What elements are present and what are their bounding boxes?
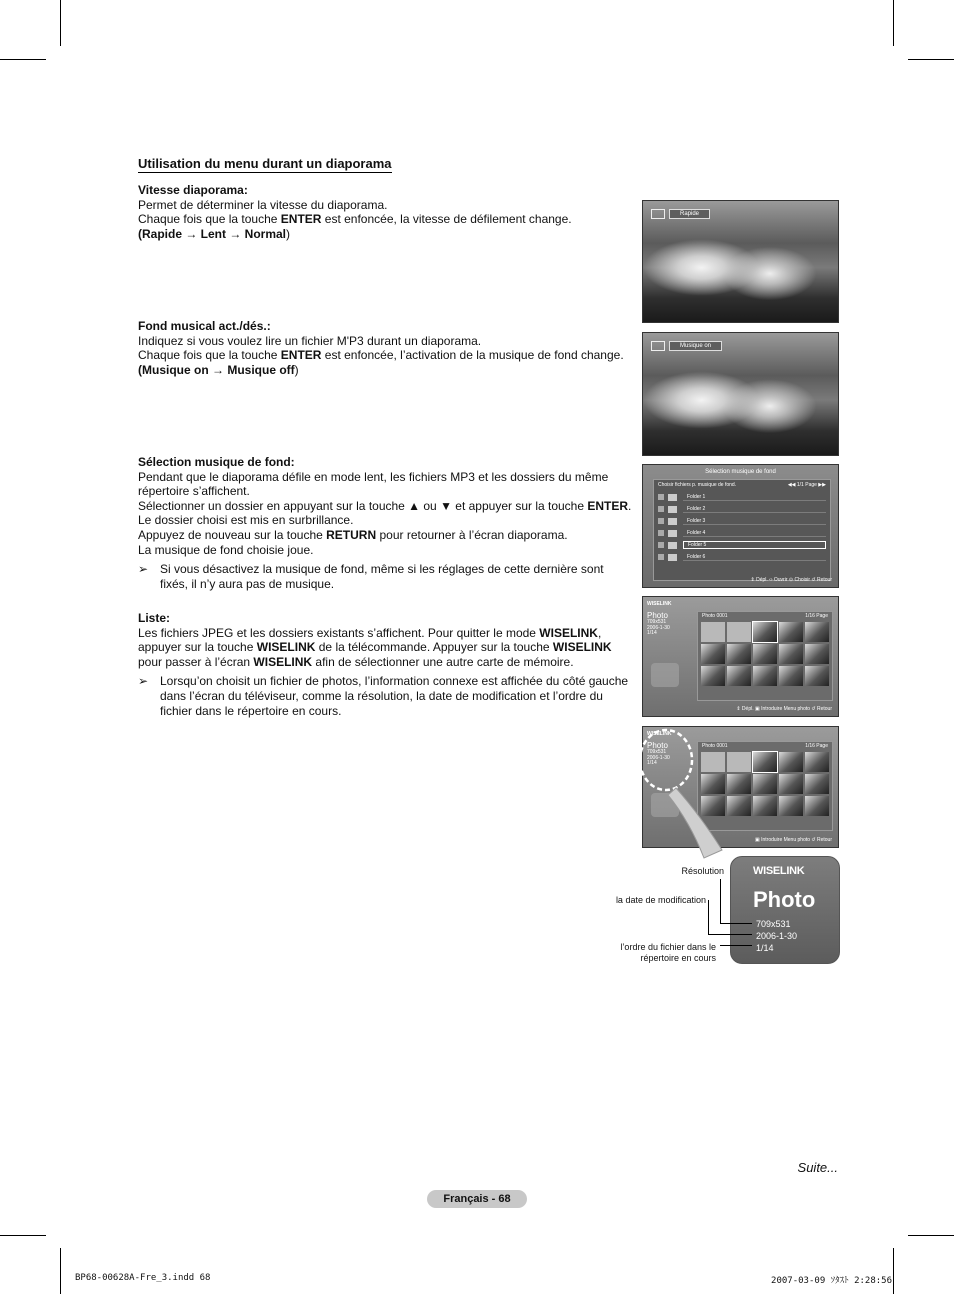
crop-mark	[60, 0, 61, 46]
text: afin de sélectionner une autre carte de mémoire.	[312, 654, 574, 669]
wiselink-logo: WISELINK	[647, 731, 672, 737]
key-enter: ENTER	[587, 498, 629, 513]
options: (Rapide → Lent → Normal	[138, 226, 287, 241]
leader-line	[708, 900, 709, 934]
checkbox-icon	[658, 518, 664, 524]
note-text: Si vous désactivez la musique de fond, même si les réglages de cette dernière sont fixés, il n’y aura pas de musique.	[160, 562, 604, 591]
callout-order-line2: répertoire en cours	[640, 953, 716, 963]
zoom-date: 2006-1-30	[756, 931, 798, 941]
photo-thumbnail[interactable]	[727, 644, 751, 664]
fond-line1: Indiquez si vous voulez lire un fichier M'P3 durant un diaporama.	[138, 333, 482, 348]
folder-thumbnail[interactable]	[727, 752, 751, 772]
folder-icon	[668, 530, 677, 537]
resolution: 709x531	[647, 749, 667, 755]
photo-thumbnail[interactable]	[779, 752, 803, 772]
callout-resolution: Résolution	[681, 866, 724, 876]
date: 2006-1-30	[647, 754, 670, 761]
photo-thumbnail[interactable]	[753, 644, 777, 664]
control-bar: ⇕ Dépl. ‹› Ouvrir ⊙ Choisir ↺ Retour	[750, 577, 832, 583]
text: )	[286, 226, 291, 241]
checkbox-icon	[658, 542, 664, 548]
zoom-resolution: 709x531	[756, 919, 791, 929]
folder-row[interactable]	[658, 492, 826, 502]
pane-title: Choisir fichiers p. musique de fond.	[658, 482, 737, 488]
folder-path: Photo 0001	[702, 613, 728, 619]
folder-row[interactable]	[658, 516, 826, 526]
screenshot-wiselink	[642, 596, 839, 717]
liste-label: Liste:	[138, 611, 171, 625]
grid-header	[698, 612, 832, 620]
crop-mark	[908, 59, 954, 60]
folder-row-selected[interactable]	[658, 540, 826, 550]
crop-mark	[893, 0, 894, 46]
folder-thumbnail[interactable]	[701, 752, 725, 772]
selection-label: Sélection musique de fond:	[138, 455, 295, 469]
callout-order	[580, 942, 716, 964]
text: .	[628, 498, 632, 513]
folder-icon	[668, 518, 677, 525]
osd	[651, 208, 710, 220]
key-return: RETURN	[326, 527, 377, 542]
selection-line1: Pendant que le diaporama défile en mode lent, les fichiers MP3 et les dossiers du même répertoire s’affichent.	[138, 469, 609, 499]
photo-thumbnail[interactable]	[753, 796, 777, 816]
text: Sélectionner un dossier en appuyant sur la touche ▲ ou ▼ et appuyer sur la touche	[138, 498, 588, 513]
arrow-icon: ➢	[138, 674, 149, 689]
vitesse-line1: Permet de déterminer la vitesse du diaporama.	[138, 197, 388, 212]
zoom-info-panel	[730, 856, 840, 964]
screenshot-musique-on	[642, 332, 839, 456]
thumbnail-grid	[698, 620, 832, 688]
folder-icon	[668, 506, 677, 513]
date: 2006-1-30	[647, 624, 670, 631]
info-panel	[647, 601, 693, 637]
page-number: Français - 68	[427, 1190, 527, 1208]
folder-row[interactable]	[658, 504, 826, 514]
checkbox-icon	[658, 554, 664, 560]
osd	[651, 340, 722, 352]
liste-block	[138, 611, 633, 718]
menu-title: Sélection musique de fond	[705, 469, 776, 475]
slideshow-icon	[651, 341, 665, 351]
checkbox-icon	[658, 506, 664, 512]
key-wiselink: WISELINK	[552, 640, 612, 655]
photo-thumbnail[interactable]	[727, 774, 751, 794]
folder-row[interactable]	[658, 528, 826, 538]
photo-thumbnail[interactable]	[805, 622, 829, 642]
folder-icon	[668, 554, 677, 561]
folder-name: Folder 4	[683, 530, 826, 537]
key-wiselink: WISELINK	[539, 625, 598, 640]
crop-mark	[893, 1248, 894, 1294]
text: Chaque fois que la touche	[138, 212, 281, 227]
photo-thumbnail[interactable]	[753, 666, 777, 686]
folder-icon	[668, 542, 677, 549]
vitesse-line2	[138, 212, 633, 227]
photo-thumbnail[interactable]	[779, 774, 803, 794]
section-title: Utilisation du menu durant un diaporama	[138, 156, 392, 171]
info-panel	[647, 731, 693, 767]
photo-thumbnail[interactable]	[805, 752, 829, 772]
photo-thumbnail[interactable]	[779, 666, 803, 686]
folder-pane	[653, 479, 831, 581]
vitesse-label: Vitesse diaporama:	[138, 183, 248, 197]
checkbox-icon	[658, 530, 664, 536]
callout-date: la date de modification	[615, 895, 706, 905]
screenshot-rapide	[642, 200, 839, 323]
photo-thumbnail[interactable]	[805, 666, 829, 686]
photo-thumbnail[interactable]	[701, 796, 725, 816]
fond-block	[138, 319, 633, 377]
thumbnail-grid	[698, 750, 832, 818]
screenshot-wiselink-highlight	[642, 726, 839, 848]
control-bar: ▣ Introduire Menu photo ↺ Retour	[754, 837, 832, 843]
folder-name: Folder 5	[683, 541, 826, 549]
options: (Musique on → Musique off	[138, 362, 295, 377]
folder-path: Photo 0001	[702, 743, 728, 749]
vitesse-block	[138, 183, 633, 241]
folder-name: Folder 1	[683, 494, 826, 501]
text: Les fichiers JPEG et les dossiers existants s’affichent. Pour quitter le mode	[138, 625, 540, 640]
crop-mark	[0, 59, 46, 60]
thumbnail-area	[697, 611, 833, 701]
folder-thumbnail[interactable]	[701, 622, 725, 642]
folder-name: Folder 2	[683, 506, 826, 513]
crop-mark	[0, 1235, 46, 1236]
key-wiselink: WISELINK	[256, 640, 316, 655]
camera-icon	[651, 793, 679, 817]
pane-header	[654, 480, 830, 490]
slug-right: 2007-03-09 ｿﾀｽﾄ 2:28:56	[771, 1276, 892, 1286]
control-bar: ⇕ Dépl. ▣ Introduire Menu photo ↺ Retour	[736, 706, 832, 712]
screenshot-selection-musique	[642, 464, 839, 588]
camera-icon	[651, 663, 679, 687]
selection-line4	[138, 528, 633, 543]
zoom-title: Photo	[753, 887, 816, 912]
folder-thumbnail[interactable]	[727, 622, 751, 642]
photo-thumbnail[interactable]	[805, 644, 829, 664]
photo-thumbnail-selected[interactable]	[753, 752, 777, 772]
osd-label: Musique on	[669, 341, 722, 351]
callout-order-line1: l’ordre du fichier dans le	[620, 942, 716, 952]
text: est enfoncée, l’activation de la musique de fond change.	[321, 348, 624, 363]
folder-icon	[668, 494, 677, 501]
crop-mark	[60, 1248, 61, 1294]
text: Chaque fois que la touche	[138, 348, 281, 363]
thumbnail-area	[697, 741, 833, 831]
photo-thumbnail[interactable]	[779, 644, 803, 664]
photo-thumbnail[interactable]	[701, 644, 725, 664]
page-indicator: 1/16 Page	[805, 743, 828, 749]
leader-line	[720, 879, 721, 924]
key-wiselink: WISELINK	[253, 654, 313, 669]
leader-line	[720, 923, 752, 924]
photo-thumbnail[interactable]	[779, 622, 803, 642]
photo-thumbnail[interactable]	[779, 796, 803, 816]
suite-text: Suite...	[797, 1160, 838, 1175]
folder-row[interactable]	[658, 552, 826, 562]
page-indicator: 1/16 Page	[805, 613, 828, 619]
photo-thumbnail[interactable]	[701, 666, 725, 686]
photo-thumbnail[interactable]	[701, 774, 725, 794]
checkbox-icon	[658, 494, 664, 500]
text: )	[294, 362, 299, 377]
liste-paragraph	[138, 626, 633, 670]
folder-name: Folder 3	[683, 518, 826, 525]
photo-thumbnail[interactable]	[727, 796, 751, 816]
resolution: 709x531	[647, 619, 667, 625]
arrow-icon: ➢	[138, 562, 149, 577]
panel-title: Photo	[647, 611, 668, 620]
text: pour retourner à l’écran diaporama.	[376, 527, 568, 542]
fond-options	[138, 363, 633, 378]
slideshow-icon	[651, 209, 665, 219]
fond-label: Fond musical act./dés.:	[138, 319, 271, 333]
photo-thumbnail[interactable]	[805, 774, 829, 794]
liste-note	[138, 674, 633, 718]
fond-line2	[138, 348, 633, 363]
osd-label: Rapide	[669, 209, 710, 219]
note-text: Lorsqu’on choisit un fichier de photos, l’information connexe est affichée du côté gauche dans l’écran du téléviseur, comme la résolution, la date de modification et l’ordre du fichier dans le répertoire en cours.	[160, 674, 629, 718]
key-enter: ENTER	[280, 348, 322, 363]
selection-line5: La musique de fond choisie joue.	[138, 542, 314, 557]
text: pour passer à l’écran	[138, 654, 254, 669]
photo-thumbnail[interactable]	[805, 796, 829, 816]
selection-line3: Le dossier choisi est mis en surbrillance.	[138, 513, 354, 528]
page-indicator: ◀◀ 1/1 Page ▶▶	[787, 482, 826, 488]
zoom-order: 1/14	[756, 943, 774, 953]
text: , appuyer sur la touche	[138, 625, 602, 655]
wiselink-logo: WISELINK	[753, 865, 805, 877]
crop-mark	[908, 1235, 954, 1236]
leader-line	[708, 934, 752, 935]
order: 1/14	[647, 760, 657, 766]
text: Appuyez de nouveau sur la touche	[138, 527, 327, 542]
slug-left: BP68-00628A-Fre_3.indd 68	[75, 1273, 211, 1283]
selection-line2	[138, 499, 633, 514]
selection-block	[138, 455, 633, 591]
grid-header	[698, 742, 832, 750]
leader-line	[720, 945, 752, 946]
text: de la télécommande. Appuyer sur la touche	[315, 640, 553, 655]
key-enter: ENTER	[280, 212, 322, 227]
order: 1/14	[647, 630, 657, 636]
wiselink-logo: WISELINK	[647, 601, 672, 607]
selection-note	[138, 562, 633, 591]
folder-name: Folder 6	[683, 554, 826, 561]
text: est enfoncée, la vitesse de défilement change.	[321, 212, 572, 227]
vitesse-options	[138, 227, 633, 242]
panel-title: Photo	[647, 741, 668, 750]
photo-thumbnail-selected[interactable]	[753, 622, 777, 642]
photo-thumbnail[interactable]	[727, 666, 751, 686]
photo-thumbnail[interactable]	[753, 774, 777, 794]
